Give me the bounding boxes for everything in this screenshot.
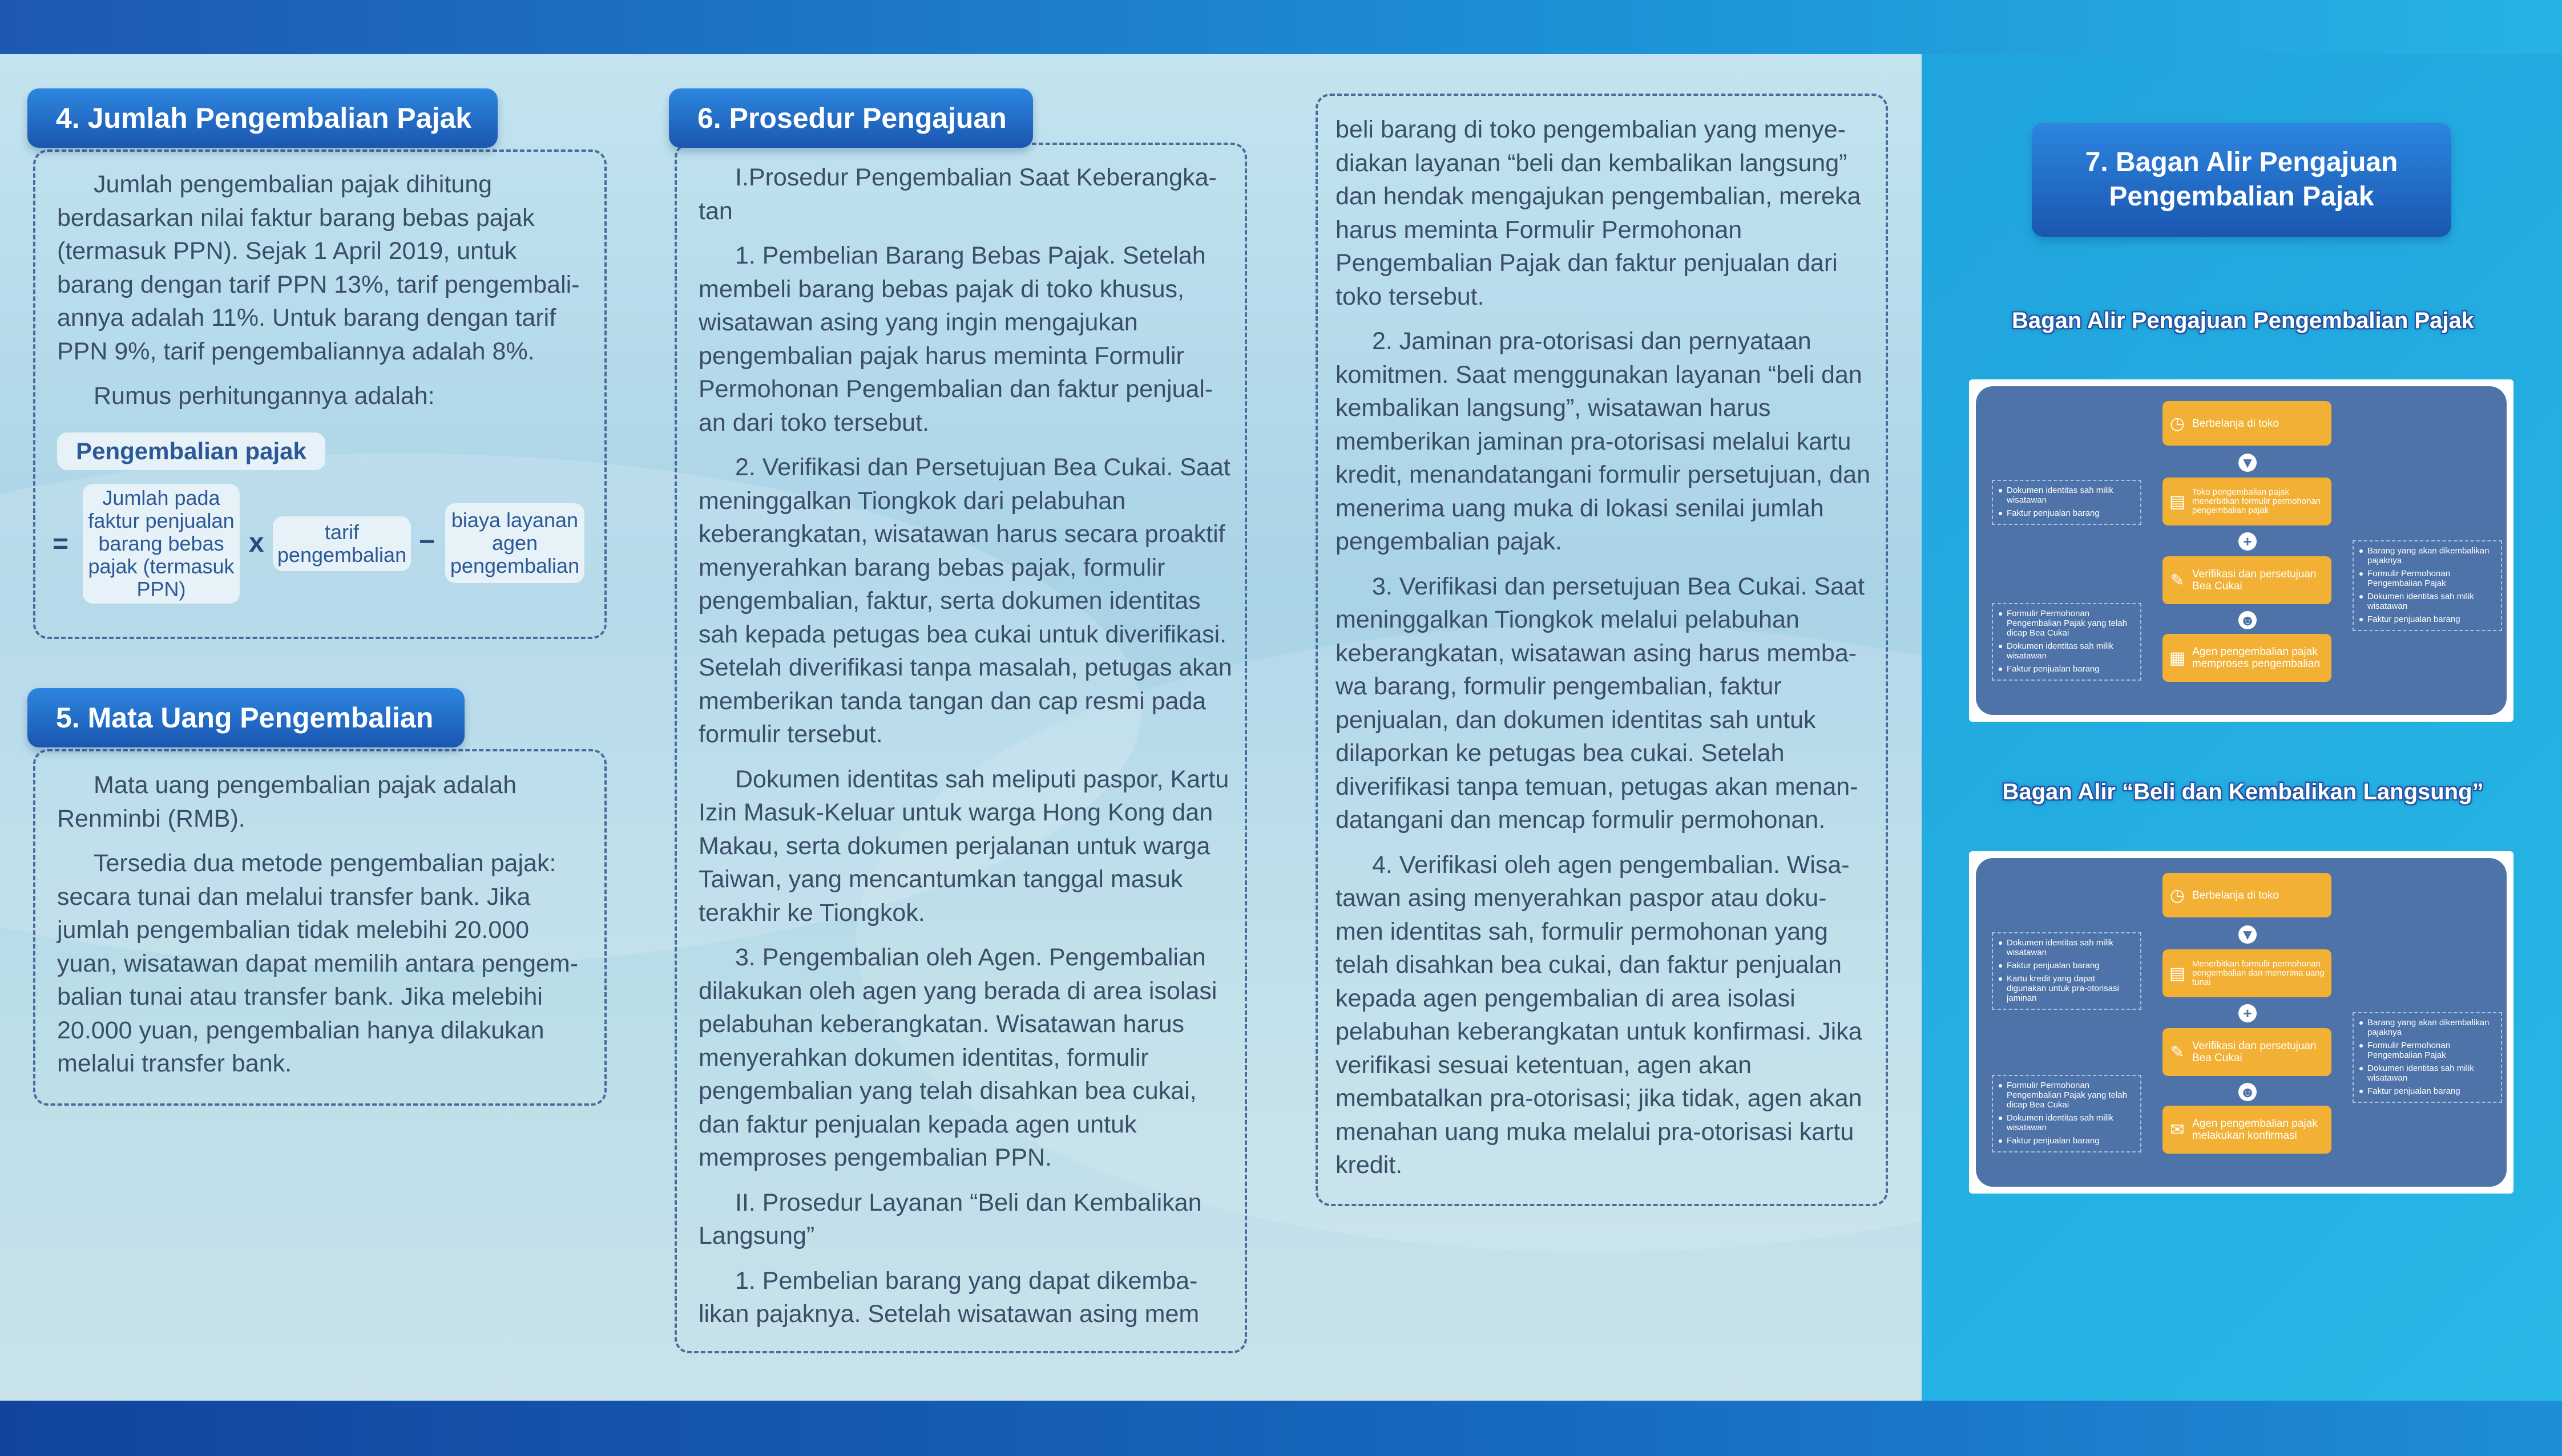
person-icon: ☻	[2238, 611, 2257, 629]
sec7-header: 7. Bagan Alir Pengajuan Pengembalian Pajak	[2032, 123, 2451, 237]
receipt-icon: ▤	[2169, 492, 2186, 511]
cashier-icon: ▦	[2169, 648, 2186, 668]
col3-paragraph: beli barang di toko pengembalian yang menye-diakan layanan “beli dan kembalikan langsung” dan hendak mengajukan pengembalian, mereka harus meminta Formulir Permohonan Pengembalian Pajak dan faktur penjualan dari toko tersebut.	[1336, 116, 1861, 310]
side-note: Faktur penjualan barang	[1999, 508, 2136, 518]
formula-minus: −	[419, 527, 435, 557]
sec6-header: 6. Prosedur Pengajuan	[669, 88, 1033, 148]
side-note-list	[1992, 603, 2141, 681]
flow-step: ▤ Menerbitkan formulir permohonan pengembalian dan menerima uang tunai	[2162, 949, 2331, 997]
side-note-list	[1992, 1075, 2141, 1152]
side-note-list	[2353, 1012, 2502, 1103]
person-icon: ☻	[2238, 1083, 2257, 1101]
side-note-list	[1992, 480, 2141, 525]
col3-paragraph: 2. Jaminan pra-otorisasi dan pernyataan komitmen. Saat menggunakan layanan “beli dan kembalikan langsung”, wisatawan harus memberikan jaminan pra-otorisasi melalui kartu kredit, menandatangani formulir persetujuan, dan menerima uang muka di lokasi senilai jumlah pengembalian pajak.	[1336, 327, 1871, 555]
sec5-header: 5. Mata Uang Pengembalian	[27, 688, 465, 747]
shopping-bag-icon: ◷	[2169, 885, 2185, 905]
sec6-paragraph: I.Prosedur Pengembalian Saat Keberangka-tan	[699, 164, 1217, 225]
sec6-paragraph: 1. Pembelian barang yang dapat dikemba-likan pajaknya. Setelah wisatawan asing mem	[699, 1267, 1200, 1328]
side-note: Dokumen identitas sah milik wisatawan	[1999, 1113, 2136, 1133]
sec4-body	[57, 168, 594, 424]
form-icon: ✎	[2170, 571, 2185, 590]
sec4-header: 4. Jumlah Pengembalian Pajak	[27, 88, 498, 148]
flowchart2	[1969, 851, 2513, 1194]
formula-term-invoice: Jumlah pada faktur penjualan barang bebas pajak (termasuk PPN)	[83, 484, 240, 604]
formula-term-fee: biaya layanan agen pengembalian	[445, 503, 584, 583]
flowchart1-title: Bagan Alir Pengajuan Pengembalian Pajak	[2012, 308, 2474, 333]
side-note-list	[2353, 540, 2502, 631]
plus-icon: +	[2238, 1004, 2257, 1022]
side-note: Faktur penjualan barang	[1999, 1136, 2136, 1146]
flow-step: ▤ Toko pengembalian pajak menerbitkan formulir permohonan pengembalian pajak	[2162, 478, 2331, 525]
formula-equals: =	[53, 529, 69, 559]
flow-step: ◷ Berbelanja di toko	[2162, 873, 2331, 917]
col3-paragraph: 3. Verifikasi dan persetujuan Bea Cukai. Saat meninggalkan Tiongkok melalui pelabuhan keberangkatan, wisatawan asing harus memba-wa barang, formulir pengembalian, faktur penjualan, dan dokumen identitas sah untuk dilaporkan ke petugas bea cukai. Setelah diverifikasi tanpa temuan, petugas akan menan-datangani dan mencap formulir permohonan.	[1336, 572, 1865, 834]
side-note: Formulir Permohonan Pengembalian Pajak yang telah dicap Bea Cukai	[1999, 1081, 2136, 1110]
shopping-bag-icon: ◷	[2169, 414, 2185, 433]
sec6-paragraph: 3. Pengembalian oleh Agen. Pengembalian dilakukan oleh agen yang berada di area isolasi pelabuhan keberangkatan. Wisatawan harus menyerahkan dokumen identitas, formulir pengembalian yang telah disahkan bea cukai, dan faktur penjualan kepada agen untuk memproses pengembalian PPN.	[699, 944, 1217, 1171]
side-note: Faktur penjualan barang	[1999, 664, 2136, 674]
col3-body	[1336, 113, 1872, 1194]
formula-times: x	[249, 528, 264, 558]
side-note: Barang yang akan dikembalikan pajaknya	[2359, 1018, 2496, 1037]
envelope-icon: ✉	[2170, 1120, 2185, 1139]
side-note: Dokumen identitas sah milik wisatawan	[1999, 938, 2136, 957]
flow-step: ✎ Verifikasi dan persetujuan Bea Cukai	[2162, 556, 2331, 604]
sec5-body	[57, 769, 594, 1092]
formula-term-rate: tarif pengembalian	[273, 516, 411, 571]
side-note: Dokumen identitas sah milik wisatawan	[1999, 641, 2136, 661]
sec6-paragraph: 2. Verifikasi dan Persetujuan Bea Cukai. Saat meninggalkan Tiongkok dari pelabuhan keberangkatan, wisatawan harus secara proaktif menyerahkan barang bebas pajak, formulir pengembalian, faktur, serta dokumen identitas sah kepada petugas bea cukai untuk diverifikasi. Setelah diverifikasi tanpa masalah, petugas akan memberikan tanda tangan dan cap resmi pada formulir tersebut.	[699, 454, 1232, 748]
side-note: Dokumen identitas sah milik wisatawan	[1999, 486, 2136, 505]
flowchart2-canvas	[1976, 858, 2507, 1187]
sec6-paragraph: Dokumen identitas sah meliputi paspor, Kartu Izin Masuk-Keluar untuk warga Hong Kong dan Makau, serta dokumen perjalanan untuk warga Taiwan, yang mencantumkan tanggal masuk terakhir ke Tiongkok.	[699, 765, 1229, 927]
side-note: Formulir Permohonan Pengembalian Pajak	[2359, 1041, 2496, 1060]
flow-step: ✉ Agen pengembalian pajak melakukan konfirmasi	[2162, 1106, 2331, 1154]
sec6-body	[699, 161, 1235, 1342]
sec5-paragraph: Tersedia dua metode pengembalian pajak: secara tunai dan melalui transfer bank. Jika jumlah pengembalian tidak melebihi 20.000 yuan, wisatawan dapat memilih antara pengem-balian tunai atau transfer bank. Jika melebihi 20.000 yuan, pengembalian hanya dilakukan melalui transfer bank.	[57, 850, 579, 1077]
side-note: Barang yang akan dikembalikan pajaknya	[2359, 546, 2496, 565]
bottom-band	[0, 1401, 2562, 1456]
top-band	[0, 0, 2562, 54]
arrow-icon: ▼	[2238, 925, 2257, 944]
flow-step: ✎ Verifikasi dan persetujuan Bea Cukai	[2162, 1028, 2331, 1076]
flow-step: ▦ Agen pengembalian pajak memproses pengembalian	[2162, 634, 2331, 682]
side-note-list	[1992, 932, 2141, 1010]
sec4-paragraph: Rumus perhitungannya adalah:	[94, 382, 435, 410]
side-note: Formulir Permohonan Pengembalian Pajak yang telah dicap Bea Cukai	[1999, 609, 2136, 638]
side-note: Kartu kredit yang dapat digunakan untuk pra-otorisasi jaminan	[1999, 974, 2136, 1003]
flow-step: ◷ Berbelanja di toko	[2162, 401, 2331, 446]
side-note: Dokumen identitas sah milik wisatawan	[2359, 1063, 2496, 1083]
sec6-paragraph: II. Prosedur Layanan “Beli dan Kembalikan Langsung”	[699, 1188, 1202, 1249]
col3-paragraph: 4. Verifikasi oleh agen pengembalian. Wisa-tawan asing menyerahkan paspor atau doku-men identitas sah, formulir permohonan yang telah disahkan bea cukai, dan faktur penjualan kepada agen pengembalian di area isolasi pelabuhan keberangkatan untuk konfirmasi. Jika verifikasi sesuai ketentuan, agen akan membatalkan pra-otorisasi; jika tidak, agen akan menahan uang muka melalui pra-otorisasi kartu kredit.	[1336, 851, 1862, 1179]
side-note: Faktur penjualan barang	[2359, 1086, 2496, 1096]
sec4-paragraph: Jumlah pengembalian pajak dihitung berdasarkan nilai faktur barang bebas pajak (termasuk PPN). Sejak 1 April 2019, untuk barang dengan tarif PPN 13%, tarif pengembali-annya adalah 11%. Untuk barang dengan tarif PPN 9%, tarif pengembaliannya adalah 8%.	[57, 171, 580, 365]
side-note: Dokumen identitas sah milik wisatawan	[2359, 592, 2496, 611]
side-note: Formulir Permohonan Pengembalian Pajak	[2359, 569, 2496, 588]
arrow-icon: ▼	[2238, 454, 2257, 472]
plus-icon: +	[2238, 532, 2257, 551]
formula-label: Pengembalian pajak	[57, 432, 325, 470]
form-icon: ✎	[2170, 1042, 2185, 1062]
side-note: Faktur penjualan barang	[2359, 614, 2496, 624]
flowchart1	[1969, 379, 2513, 722]
side-note: Faktur penjualan barang	[1999, 961, 2136, 970]
receipt-icon: ▤	[2169, 964, 2186, 983]
sec5-paragraph: Mata uang pengembalian pajak adalah Renminbi (RMB).	[57, 771, 517, 832]
flowchart2-title: Bagan Alir “Beli dan Kembalikan Langsung”	[2002, 779, 2484, 804]
flowchart1-canvas	[1976, 386, 2507, 715]
sec6-paragraph: 1. Pembelian Barang Bebas Pajak. Setelah membeli barang bebas pajak di toko khusus, wisatawan asing yang ingin mengajukan pengembalian pajak harus meminta Formulir Permohonan Pengembalian dan faktur penjual-an dari toko tersebut.	[699, 242, 1213, 436]
